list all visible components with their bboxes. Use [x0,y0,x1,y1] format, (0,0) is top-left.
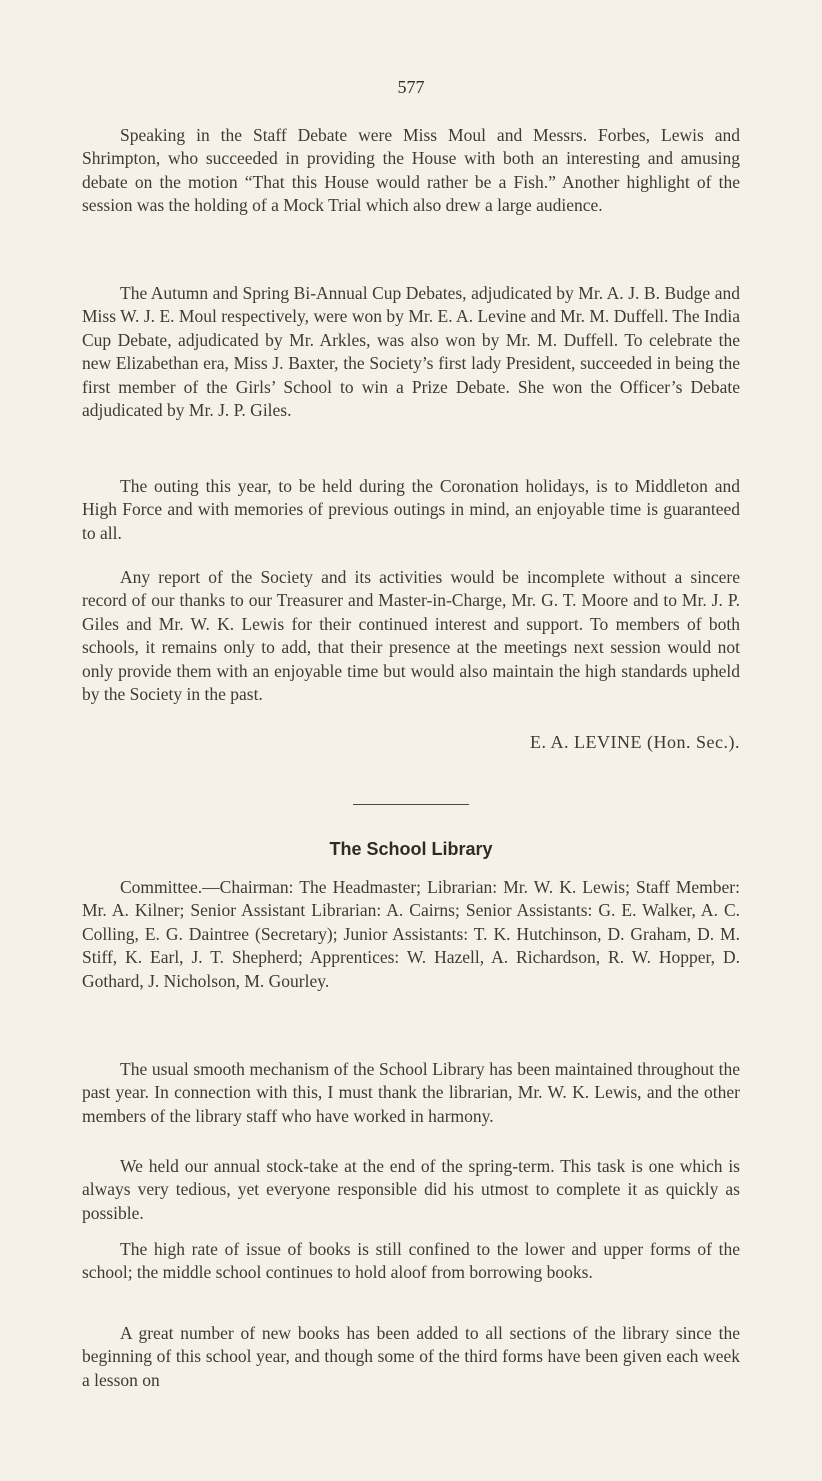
page-number: 577 [397,77,425,97]
signature: E. A. LEVINE (Hon. Sec.). [530,732,740,752]
paragraph-staff-debate: Speaking in the Staff Debate were Miss Moul and Messrs. Forbes, Lewis and Shrimpton, who succeeded in providing the House with both an interesting and amusing debate on the motion “That this House would rather be a Fish.” Another highlight of the session was the holding of a Mock Trial which also drew a large audience. [82,125,740,216]
section-title: The School Library [329,839,493,859]
paragraph-cup-debates: The Autumn and Spring Bi-Annual Cup Debates, adjudicated by Mr. A. J. B. Budge and Miss W. J. E. Moul respectively, were won by Mr. E. A. Levine and Mr. M. Duffell. The India Cup Debate, adjudicated by Mr. Arkles, was also won by Mr. M. Duffell. To celebrate the new Elizabethan era, Miss J. Baxter, the Society’s first lady President, succeeded in being the first member of the Girls’ School to win a Prize Debate. She won the Officer’s Debate adjudicated by Mr. J. P. Giles. [82,283,740,421]
section-divider [353,804,469,805]
paragraph-issue-rate: The high rate of issue of books is still confined to the lower and upper forms of the school; the middle school continues to hold aloof from borrowing books. [82,1239,740,1283]
paragraph-mechanism: The usual smooth mechanism of the School Library has been maintained throughout the past year. In connection with this, I must thank the librarian, Mr. W. K. Lewis, and the other members of the library staff who have worked in harmony. [82,1059,740,1126]
paragraph-stock-take: We held our annual stock-take at the end of the spring-term. This task is one which is always very tedious, yet everyone responsible did his utmost to complete it as quickly as possible. [82,1156,740,1223]
paragraph-outing: The outing this year, to be held during the Coronation holidays, is to Middleton and High Force and with memories of previous outings in mind, an enjoyable time is guaranteed to all. [82,476,740,543]
paragraph-committee: Committee.—Chairman: The Headmaster; Librarian: Mr. W. K. Lewis; Staff Member: Mr. A. Kilner; Senior Assistant Librarian: A. Cairns; Senior Assistants: G. E. Walker, A. C. Colling, E. G. Daintree (Secretary); Junior Assistants: T. K. Hutchinson, D. Graham, D. M. Stiff, K. Earl, J. T. Shepherd; Apprentices: W. Hazell, A. Richardson, R. W. Hopper, D. Gothard, J. Nicholson, M. Gourley. [82,877,740,991]
paragraph-new-books: A great number of new books has been added to all sections of the library since the beginning of this school year, and though some of the third forms have been given each week a lesson on [82,1323,740,1390]
paragraph-thanks: Any report of the Society and its activities would be incomplete without a sincere record of our thanks to our Treasurer and Master-in-Charge, Mr. G. T. Moore and to Mr. J. P. Giles and Mr. W. K. Lewis for their continued interest and support. To members of both schools, it remains only to add, that their presence at the meetings next session would not only provide them with an enjoyable time but would also maintain the high standards upheld by the Society in the past. [82,567,740,705]
